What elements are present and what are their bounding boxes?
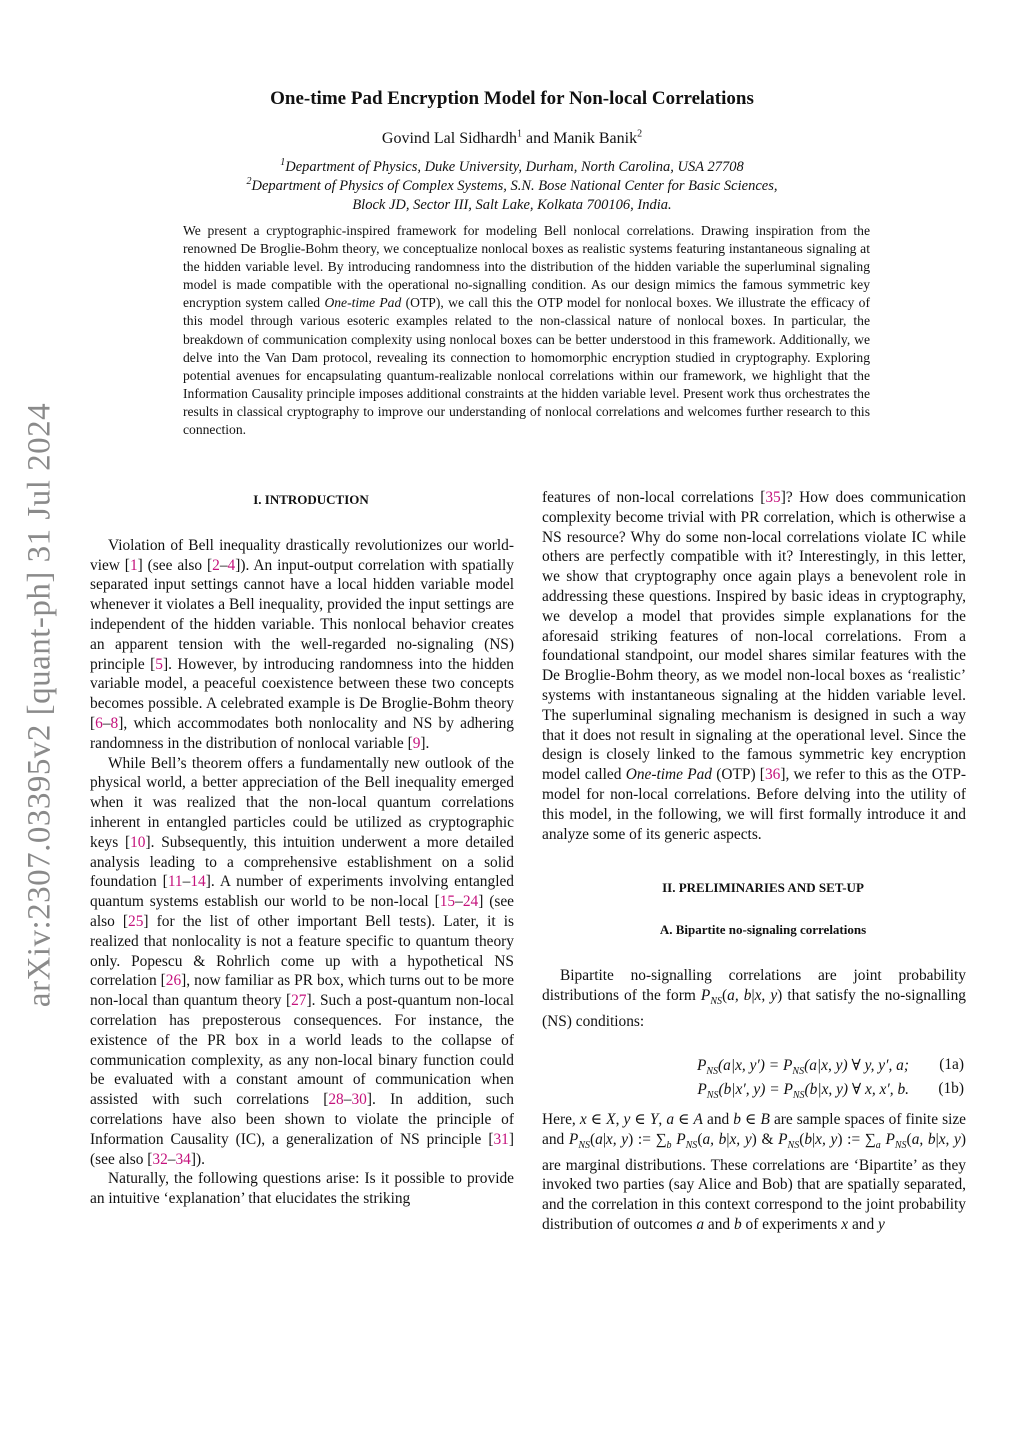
citation-link[interactable]: 2 [212,556,220,574]
abstract [183,222,870,439]
author-2: Manik Banik [553,130,638,147]
citation-link[interactable]: 5 [155,655,163,673]
author-1: Govind Lal Sidhardh [381,130,517,147]
citation-link[interactable]: 31 [493,1130,509,1148]
affiliation-1-mark: 1 [280,157,286,169]
subsection-heading-bipartite: A. Bipartite no-signaling correlations [659,922,867,938]
left-column [90,490,514,1209]
intro-paragraph-2: While Bell’s theorem offers a fundamentally new outlook of the physical world, a better appreciation of the Bell inequality emerged when it was realized that the non-local quantum correlations inherent in entangled particles could be utilized as cryptographic keys [10]. Subsequently, this intuition underwent a more detailed analysis leading to a comprehensive establishment on a solid foundation [11–14]. A number of experiments involving entangled quantum systems establish our world to be non-local [15–24] (see also [25] for the list of other important Bell tests). Later, it is realized that nonlocality is not a feature specific to quantum theory only. Popescu & Rohrlich come up with a hypothetical NS correlation [26], now familiar as PR box, which turns out to be more non-local than quantum theory [27]. Such a post-quantum non-local correlation has preposterous consequences. For instance, the existence of the PR box in a world leads to the collapse of communication complexity, as any non-local binary function could be evaluated with a constant amount of communication when assisted with such correlations [28–30]. In addition, such correlations have also been shown to violate the principle of Information Causality (IC), a generalization of NS principle [31] (see also [32–34]). [90,754,515,1168]
citation-link[interactable]: 35 [765,489,781,506]
paper-title: One-time Pad Encryption Model for Non-local Correlations [270,88,754,109]
citation-link[interactable]: 14 [190,873,206,891]
citation-link[interactable]: 28 [328,1091,344,1109]
citation-link[interactable]: 15 [439,893,456,911]
author-1-affil-mark: 1 [516,128,522,140]
affiliation-1 [0,158,1024,177]
abstract-text-1: We present a cryptographic-inspired framework for modeling Bell nonlocal correlations. Drawing inspiration from the renowned De Broglie-Bohm theory, we conceptualize nonlocal boxes as realistic systems featuring instantaneous signaling at the hidden variable level. By introducing randomness into the distribution of the hidden variable the superluminal signaling model is made compatible with the operational no-signalling condition. As our design mimics the famous symmetric key encryption system called [183,223,870,311]
equation-1b-number: (1b) [938,1080,964,1097]
affiliation-2-line-1: Department of Physics of Complex Systems, S.N. Bose National Center for Basic Sciences, [251,178,778,194]
citation-link[interactable]: 25 [128,912,144,930]
affiliation-2 [0,177,1024,196]
abstract-text-2: (OTP), we call this the OTP model for nonlocal boxes. We illustrate the efficacy of this model through various esoteric examples related to the non-classical nature of nonlocal boxes. In particular, the breakdown of communication complexity using nonlocal boxes can be better understood in this framework. Additionally, we delve into the Van Dam protocol, revealing its connection to homomorphic encryption studied in cryptography. Exploring potential avenues for encapsulating quantum-realizable nonlocal correlations within our framework, we highlight that the Information Causality principle imposes additional constraints at the hidden variable level. Present work thus orchestrates the results in classical cryptography to improve our understanding of nonlocal correlations and welcomes further research to this connection. [183,295,871,438]
intro-paragraph-3: Naturally, the following questions arise: Is it possible to provide an intuitive ‘explanation’ that elucidates the striking [90,1170,514,1208]
section-heading-introduction: I. INTRODUCTION [253,492,369,507]
citation-link[interactable]: 30 [351,1091,367,1109]
author-line [0,130,1024,148]
prelim-paragraph-2: Here, x ∈ X, y ∈ Y, a ∈ A and b ∈ B are sample spaces of finite size and $P_{NS}(a|x$, y) := $\sum_b$ $P_{NS}(a$, b|x, y) & $P_{NS}(b|x$, y) := $\sum_a$ $P_{NS}(a$, b|x, y) are marginal distributions. These correlations are ‘Bipartite’ as they invoked two parties (say Alice and Bob) that are spatially separated, and the correlation in this context correspond to the joint probability distribution of outcomes a and b of experiments x and y [542,1111,967,1234]
citation-link[interactable]: 27 [291,992,307,1010]
citation-link[interactable]: 34 [175,1150,191,1168]
citation-link[interactable]: 24 [462,893,479,911]
citation-link[interactable]: 11 [167,873,183,891]
arxiv-sidebar [10,380,70,1030]
affiliation-1-text: Department of Physics, Duke University, Durham, North Carolina, USA 27708 [285,159,744,175]
affiliation-2-mark: 2 [246,176,252,188]
equation-1b-body: $P_{NS}(b|x'$, $y) = P_{NS}(b|x$, y) ∀ x, x′, b. [697,1081,909,1102]
citation-link[interactable]: 1 [129,556,138,574]
right-column [542,488,966,1031]
author-2-affil-mark: 2 [637,128,643,140]
equation-1a-number: (1a) [939,1056,964,1073]
citation-link[interactable]: 10 [130,833,146,851]
citation-link[interactable]: 6 [95,714,103,732]
citation-link[interactable]: 26 [165,972,182,990]
section-heading-preliminaries: II. PRELIMINARIES AND SET-UP [662,880,864,896]
intro-paragraph-1: Violation of Bell inequality drastically revolutionizes our world-view [1] (see also [2–4]). An input-output correlation with spatially separated input settings cannot have a local hidden variable model whenever it violates a Bell inequality, provided the input settings are independent of the hidden variable. This nonlocal behavior creates an apparent tension with the well-regarded no-signaling (NS) principle [5]. However, by introducing randomness into the hidden variable model, a peaceful coexistence between these two concepts becomes possible. A celebrated example is De Broglie-Bohm theory [6–8], which accommodates both nonlocality and NS by adhering randomness in the distribution of nonlocal variable [9]. [90,536,514,752]
intro-continued-paragraph: features of non-local correlations [35]? How does communication complexity become trivial with PR correlation, which is otherwise a NS resource? Why do some non-local correlations violate IC while others are perfectly compatible with it? Interestingly, in this letter, we show that cryptography once again plays a benevolent role in addressing these questions. Inspired by basic ideas in cryptography, we develop a model that provides simple explanations for the aforesaid striking features of non-local correlations. From a foundational standpoint, our model shares similar features with the De Broglie-Bohm theory, as we model non-local boxes as ‘realistic’ systems with instantaneous signaling at the hidden variable level. The superluminal signaling mechanism is designed in such a way that it does not result in signaling at the operational level. Since the design is closely linked to the famous symmetric key encryption model called One-time Pad (OTP) [36], we refer to this as the OTP-model for non-local correlations. Before delving into the utility of this model, in the following, we will first formally introduce it and analyze some of its generic aspects. [542,489,967,843]
equation-1a-body: $P_{NS}(a|x$, $y') = P_{NS}(a|x$, y) ∀ y, y′, a; [696,1057,909,1078]
citation-link[interactable]: 32 [152,1150,168,1168]
affiliation-2-line-2: Block JD, Sector III, Salt Lake, Kolkata 700106, India. [352,197,672,213]
prelim-paragraph-1: Bipartite no-signalling correlations are joint probability distributions of the form $P_{NS}(a$, b|x, y) that satisfy the no-signalling (NS) conditions: [542,966,966,1030]
citation-link[interactable]: 9 [412,734,421,752]
citation-link[interactable]: 8 [110,714,119,732]
arxiv-identifier: arXiv:2307.03395v2 [quant-ph] 31 Jul 2024 [21,402,58,1008]
abstract-otp-term: One-time Pad [324,295,402,311]
right-column-lower [542,1110,966,1235]
author-separator: and [521,130,554,147]
citation-link[interactable]: 36 [764,766,781,784]
citation-link[interactable]: 4 [227,556,236,574]
